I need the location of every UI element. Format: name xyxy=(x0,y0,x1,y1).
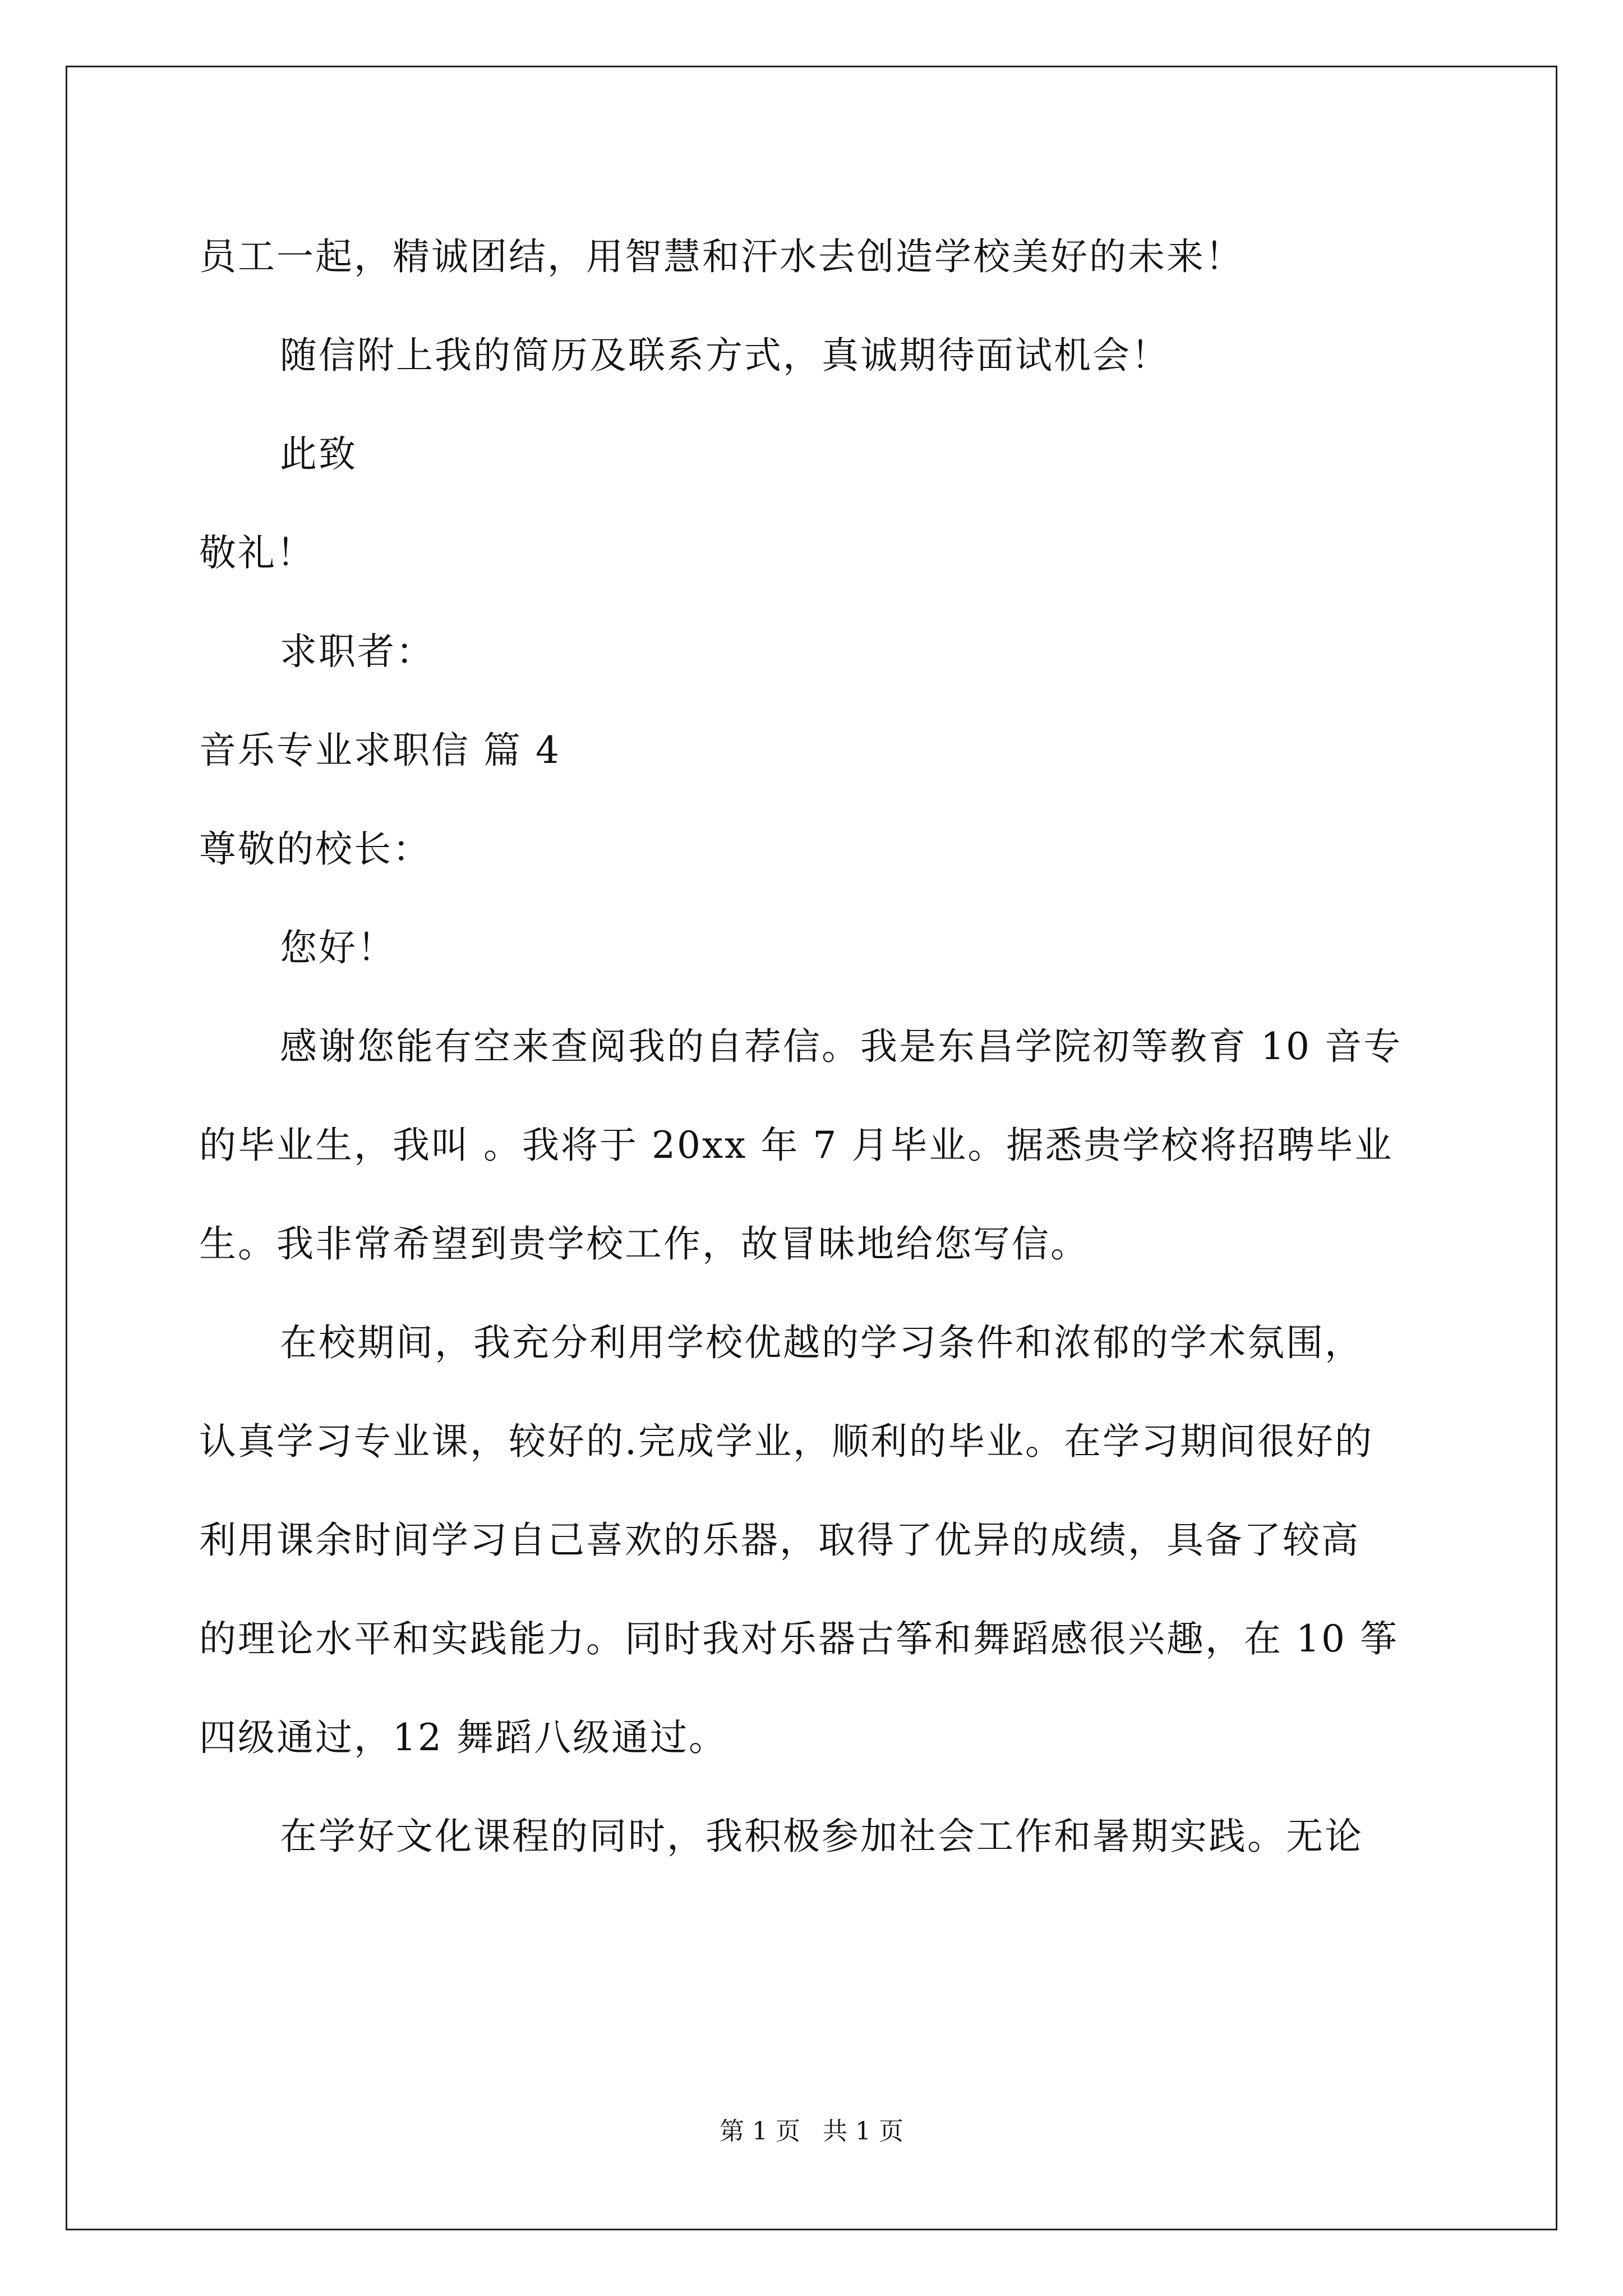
text-line: 敬礼！ xyxy=(199,531,315,574)
text-line: 在校期间，我充分利用学校优越的学习条件和浓郁的学术氛围， xyxy=(280,1321,1363,1364)
page-number-current: 第 1 页 xyxy=(720,2117,800,2146)
page-footer xyxy=(0,2115,1623,2148)
text-line: 四级通过，12 舞蹈八级通过。 xyxy=(199,1716,727,1759)
text-line: 的毕业生，我叫 。我将于 20xx 年 7 月毕业。据悉贵学校将招聘毕业 xyxy=(199,1124,1394,1167)
salutation: 尊敬的校长： xyxy=(199,827,431,871)
text-line: 求职者： xyxy=(280,630,435,673)
text-line: 的理论水平和实践能力。同时我对乐器古筝和舞蹈感很兴趣，在 10 筝 xyxy=(199,1617,1399,1660)
page-number-total: 共 1 页 xyxy=(823,2117,903,2146)
greeting: 您好！ xyxy=(280,926,396,969)
text-line: 随信附上我的简历及联系方式，真诚期待面试机会！ xyxy=(280,334,1170,377)
text-line: 生。我非常希望到贵学校工作，故冒昧地给您写信。 xyxy=(199,1222,1089,1266)
text-line: 此致 xyxy=(280,432,357,476)
text-line: 感谢您能有空来查阅我的自荐信。我是东昌学院初等教育 10 音专 xyxy=(280,1025,1402,1068)
document-body xyxy=(199,208,1433,1886)
text-line: 在学好文化课程的同时，我积极参加社会工作和暑期实践。无论 xyxy=(280,1815,1363,1858)
section-title: 音乐专业求职信 篇 4 xyxy=(199,729,561,772)
text-line: 利用课余时间学习自己喜欢的乐器，取得了优异的成绩，具备了较高 xyxy=(199,1519,1360,1562)
text-line: 认真学习专业课，较好的.完成学业，顺利的毕业。在学习期间很好的 xyxy=(199,1420,1373,1463)
text-line: 员工一起，精诚团结，用智慧和汗水去创造学校美好的未来！ xyxy=(199,235,1244,278)
